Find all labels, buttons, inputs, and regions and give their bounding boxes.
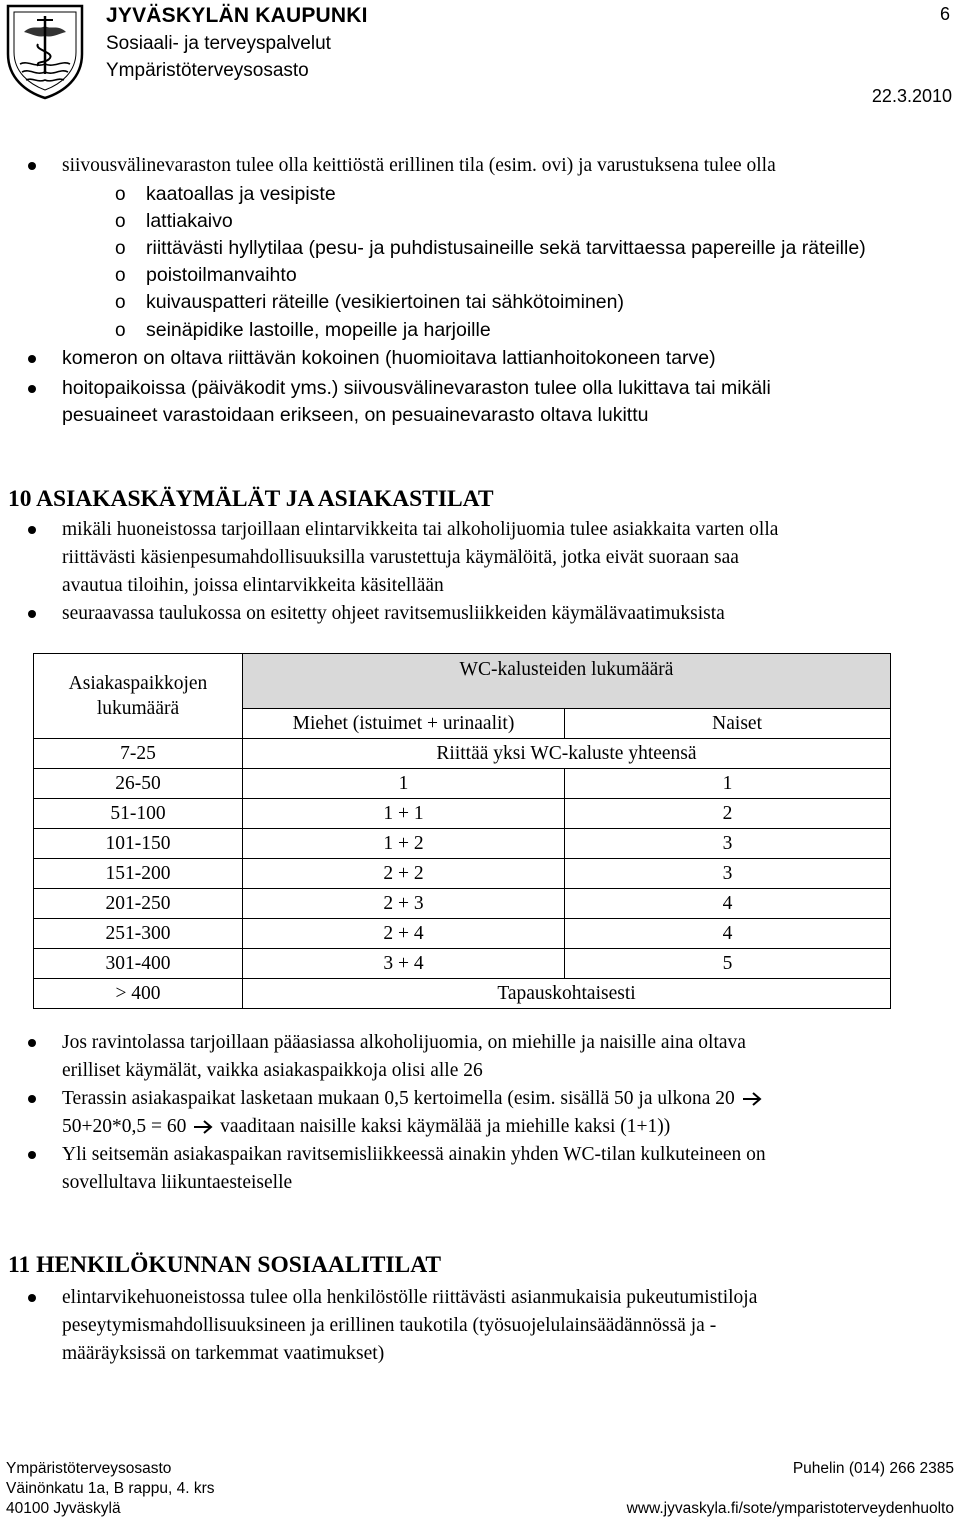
right-arrow-icon <box>193 1119 213 1135</box>
sub-item: lattiakaivo <box>146 210 233 232</box>
header-city: JYVÄSKYLÄN KAUPUNKI <box>106 4 368 27</box>
bullet-icon <box>28 355 36 363</box>
table-row: 301-400 3 + 4 5 <box>34 949 891 979</box>
table-row: 201-250 2 + 3 4 <box>34 889 891 919</box>
table-header-wc-group: WC-kalusteiden lukumäärä <box>243 654 891 709</box>
after-bullet2-line2: 50+20*0,5 = 60 vaaditaan naisille kaksi käymälää ja miehille kaksi (1+1)) <box>62 1116 671 1137</box>
section11-line1: elintarvikehuoneistossa tulee olla henkilöstölle riittävästi asianmukaisia pukeutumistiloja <box>62 1287 758 1308</box>
table-row: > 400 Tapauskohtaisesti <box>34 979 891 1009</box>
sub-marker: o <box>115 184 126 205</box>
table-row: 7-25 Riittää yksi WC-kaluste yhteensä <box>34 739 891 769</box>
after-bullet2-line1: Terassin asiakaspaikat lasketaan mukaan 0,5 kertoimella (esim. sisällä 50 ja ulkona 20 <box>62 1089 764 1109</box>
sub-item: poistoilmanvaihto <box>146 264 297 286</box>
jyvaskyla-coat-of-arms-icon <box>4 2 86 100</box>
table-row: 251-300 2 + 4 4 <box>34 919 891 949</box>
after-bullet1-line1: Jos ravintolassa tarjoillaan pääasiassa alkoholijuomia, on miehille ja naisille aina oltava <box>62 1032 746 1053</box>
sub-marker: o <box>115 265 126 286</box>
section10-bullet1-line1: mikäli huoneistossa tarjoillaan elintarvikkeita tai alkoholijuomia tulee asiakkaita varten olla <box>62 519 779 540</box>
table-row: 101-150 1 + 2 3 <box>34 829 891 859</box>
right-arrow-icon <box>742 1091 762 1107</box>
bullet-icon <box>28 1151 36 1159</box>
header-date: 22.3.2010 <box>871 86 952 106</box>
sub-marker: o <box>115 292 126 313</box>
sub-item: riittävästi hyllytilaa (pesu- ja puhdistusaineille sekä tarvittaessa papereille ja räteille) <box>146 237 866 259</box>
top-bullet-2: komeron on oltava riittävän kokoinen (huomioitava lattianhoitokoneen tarve) <box>62 347 716 369</box>
top-bullet-1: siivousvälinevaraston tulee olla keittiöstä erillinen tila (esim. ovi) ja varustuksena tulee olla <box>62 155 776 176</box>
wc-requirements-table <box>33 653 891 1009</box>
top-bullet-3-line1: hoitopaikoissa (päiväkodit yms.) siivousvälinevaraston tulee olla lukittava tai mikäli <box>62 377 771 399</box>
table-header-seats: Asiakaspaikkojen lukumäärä <box>34 654 243 739</box>
section10-bullet1-line3: avautua tiloihin, joissa elintarvikkeita käsitellään <box>62 575 444 596</box>
bullet-icon <box>28 1095 36 1103</box>
footer-org: Ympäristöterveysosasto <box>6 1460 172 1477</box>
footer-phone: Puhelin (014) 266 2385 <box>792 1460 954 1477</box>
section10-bullet1-line2: riittävästi käsienpesumahdollisuuksilla varustettuja käymälöitä, jotka eivät suoraan saa <box>62 547 739 568</box>
sub-marker: o <box>115 211 126 232</box>
table-row: 51-100 1 + 1 2 <box>34 799 891 829</box>
sub-marker: o <box>115 238 126 259</box>
bullet-icon <box>28 385 36 393</box>
table-header-men: Miehet (istuimet + urinaalit) <box>243 709 565 739</box>
sub-item: kaatoallas ja vesipiste <box>146 183 336 205</box>
bullet-icon <box>28 1039 36 1047</box>
page-number: 6 <box>939 4 950 24</box>
footer-web-link[interactable]: www.jyvaskyla.fi/sote/ymparistoterveydenhuolto <box>626 1500 954 1517</box>
table-row: 151-200 2 + 2 3 <box>34 859 891 889</box>
after-bullet3-line1: Yli seitsemän asiakaspaikan ravitsemisliikkeessä ainakin yhden WC-tilan kulkuteineen on <box>62 1144 766 1165</box>
after-bullet3-line2: sovellultava liikuntaesteiselle <box>62 1172 293 1193</box>
sub-item: seinäpidike lastoille, mopeille ja harjoille <box>146 319 491 341</box>
section11-line2: peseytymismahdollisuuksineen ja erillinen taukotila (työsuojelulainsäädännössä ja - <box>62 1315 717 1336</box>
footer-postal: 40100 Jyväskylä <box>6 1500 121 1517</box>
table-row: 26-50 1 1 <box>34 769 891 799</box>
section10-bullet2: seuraavassa taulukossa on esitetty ohjeet ravitsemusliikkeiden käymälävaatimuksista <box>62 603 725 624</box>
bullet-icon <box>28 162 36 170</box>
header-department: Sosiaali- ja terveyspalvelut <box>106 33 331 54</box>
table-header-women: Naiset <box>565 709 891 739</box>
header-unit: Ympäristöterveysosasto <box>106 60 309 81</box>
section11-line3: määräyksissä on tarkemmat vaatimukset) <box>62 1343 385 1364</box>
after-bullet1-line2: erilliset käymälät, vaikka asiakaspaikkoja olisi alle 26 <box>62 1060 483 1081</box>
bullet-icon <box>28 1294 36 1302</box>
bullet-icon <box>28 610 36 618</box>
sub-marker: o <box>115 320 126 341</box>
section-10-heading: 10 ASIAKASKÄYMÄLÄT JA ASIAKASTILAT <box>8 486 494 512</box>
table-header-row <box>34 654 891 709</box>
section-11-heading: 11 HENKILÖKUNNAN SOSIAALITILAT <box>8 1252 442 1278</box>
bullet-icon <box>28 526 36 534</box>
top-bullet-3-line2: pesuaineet varastoidaan erikseen, on pesuainevarasto oltava lukittu <box>62 404 649 426</box>
sub-item: kuivauspatteri räteille (vesikiertoinen tai sähkötoiminen) <box>146 291 624 313</box>
footer-street: Väinönkatu 1a, B rappu, 4. krs <box>6 1480 215 1497</box>
